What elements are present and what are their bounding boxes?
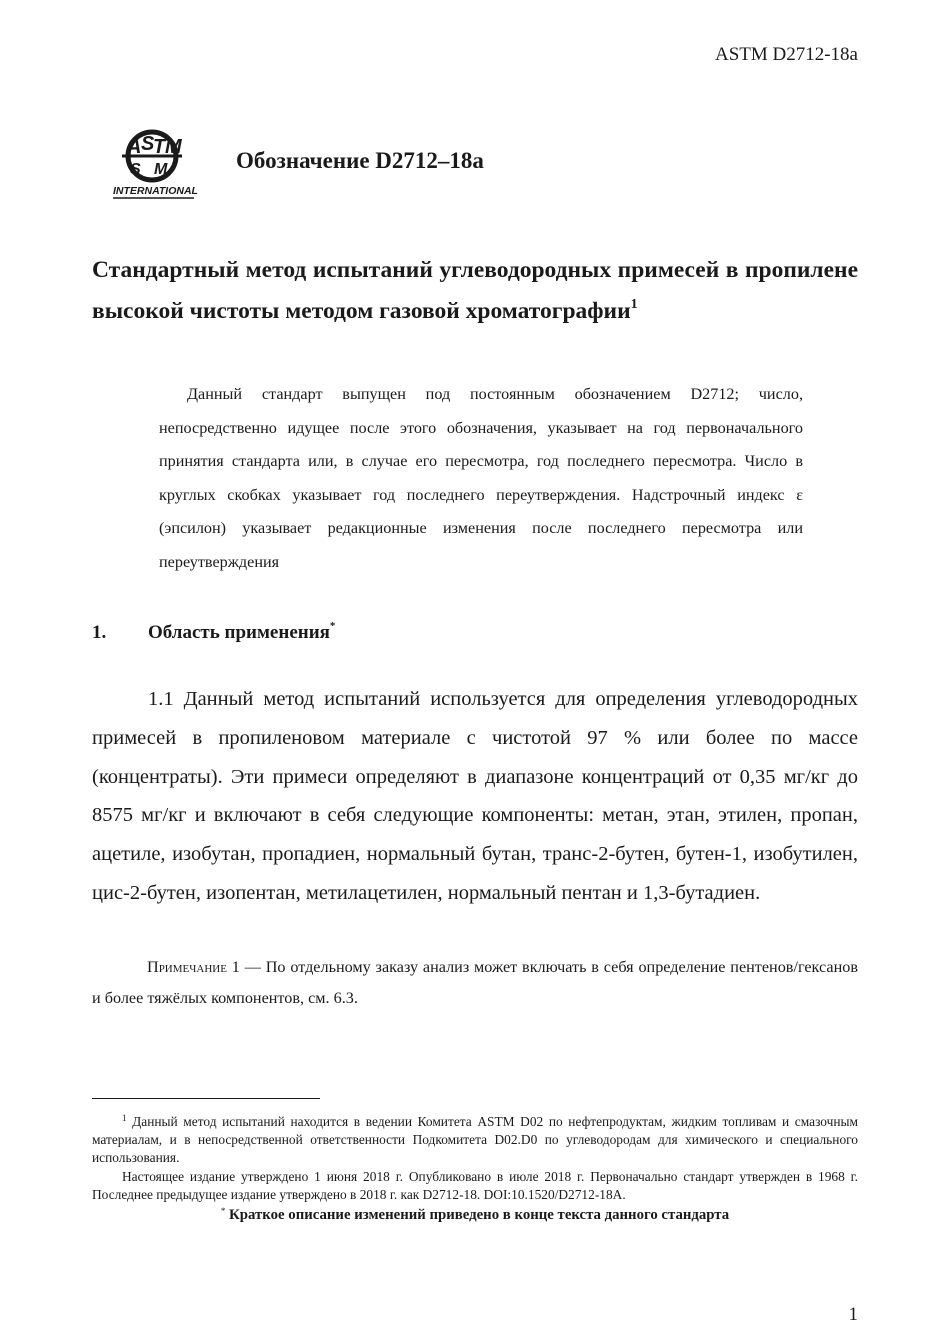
svg-text:S: S <box>130 161 141 178</box>
running-header: ASTM D2712-18a <box>714 44 858 65</box>
footnote-1-text: Данный метод испытаний находится в ведении Комитета ASTM D02 по нефтепродуктам, жидким топливам и смазочным материалам, и в непосредственной ответственности Подкомитета D02.D0 по углеводородам для химического и специального использования. <box>92 1114 858 1166</box>
svg-text:M: M <box>165 136 181 158</box>
page-number: 1 <box>848 1304 858 1325</box>
svg-text:S: S <box>141 133 154 155</box>
title-footnote-mark: 1 <box>630 297 638 312</box>
svg-text:INTERNATIONAL: INTERNATIONAL <box>113 185 198 197</box>
footnote-star-text: Краткое описание изменений приведено в конце текста данного стандарта <box>225 1207 730 1224</box>
title-text: Стандартный метод испытаний углеводородных примесей в пропилене высокой чистоты методом газовой хроматографии <box>92 257 858 324</box>
svg-text:M: M <box>154 161 168 178</box>
note-1 <box>92 952 858 1013</box>
designation: Обозначение D2712–18a <box>236 148 484 173</box>
note-text: — По отдельному заказу анализ может включать в себя определение пентенов/гексанов и более тяжёлых компонентов, см. 6.3. <box>92 958 858 1007</box>
paragraph-1-1: 1.1 Данный метод испытаний используется для определения углеводородных примесей в пропиленовом материале с чистотой 97 % или более по массе (концентраты). Эти примеси определяют в диапазоне концентраций от 0,35 мг/кг до 8575 мг/кг и включают в себя следующие компоненты: метан, этан, этилен, пропан, ацетиле, изобутан, пропадиен, нормальный бутан, транс-2-бутен, бутен-1, изобутилен, цис-2-бутен, изопентан, метилацетилен, нормальный пентан и 1,3-бутадиен. <box>92 688 858 904</box>
footnote-1-edition: Настоящее издание утверждено 1 июня 2018 г. Опубликовано в июле 2018 г. Первоначально стандарт утвержден в 1968 г. Последнее предыдущее издание утверждено в 2018 г. как D2712-18. DOI:10.1520/D2712-18A. <box>92 1168 858 1202</box>
footnote-1 <box>92 1113 858 1168</box>
astm-international-logo <box>108 126 200 202</box>
section-number: 1. <box>92 622 107 643</box>
footnote-divider <box>92 1098 320 1099</box>
svg-text:T: T <box>153 136 165 158</box>
note-label: Примечание 1 <box>147 958 240 976</box>
preamble: Данный стандарт выпущен под постоянным обозначением D2712; число, непосредственно идущее после этого обозначения, указывает на год первоначального принятия стандарта или, в случае его пересмотра, год последнего пересмотра. Число в круглых скобках указывает год последнего переутверждения. Надстрочный индекс ε (эпсилон) указывает редакционные изменения после последнего пересмотра или переутверждения <box>159 385 803 571</box>
document-title <box>92 250 858 332</box>
footnote-star <box>92 1206 858 1224</box>
footnote-1-mark: 1 <box>122 1113 127 1123</box>
footnote-star-mark: * <box>220 1206 226 1217</box>
section-title-mark: * <box>329 620 336 632</box>
svg-text:A: A <box>127 136 141 158</box>
section-title: Область применения <box>148 622 330 643</box>
footnotes <box>92 1113 858 1224</box>
